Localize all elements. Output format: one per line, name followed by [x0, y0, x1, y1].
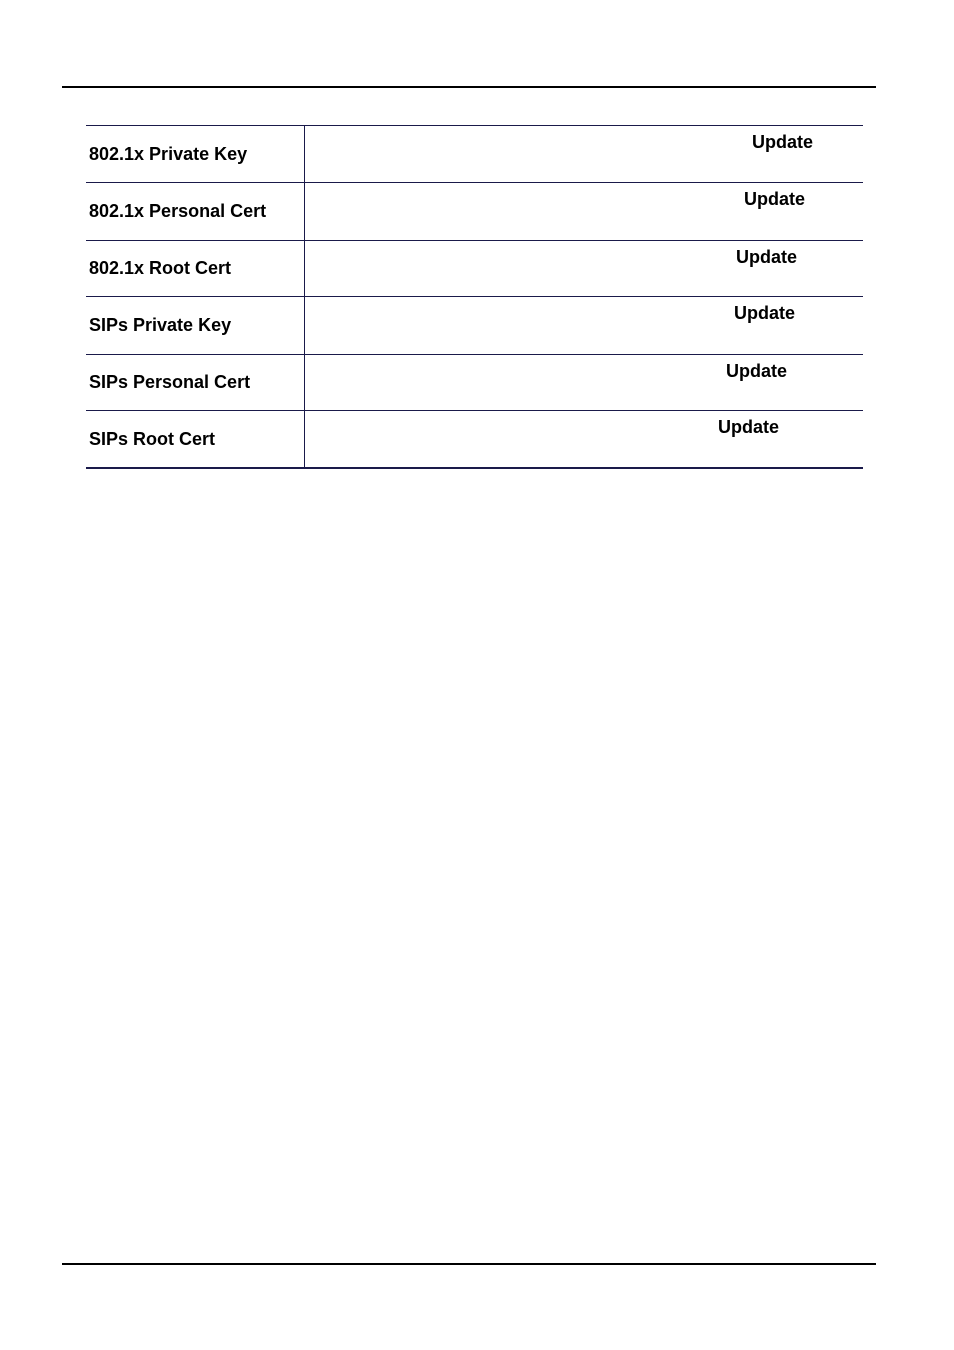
table-row [86, 126, 863, 183]
row-label-sips-root-cert: SIPs Root Cert [86, 411, 305, 467]
row-action-cell [305, 297, 863, 354]
table-row [86, 183, 863, 241]
row-action-cell [305, 183, 863, 240]
row-action-cell [305, 355, 863, 410]
update-sips-personal-cert-button[interactable]: Update [726, 361, 788, 381]
update-8021x-private-key-button[interactable]: Update [752, 132, 814, 152]
row-label-sips-personal-cert: SIPs Personal Cert [86, 355, 305, 410]
update-sips-private-key-button[interactable]: Update [734, 303, 796, 323]
row-label-8021x-root-cert: 802.1x Root Cert [86, 241, 305, 296]
header-rule [62, 86, 876, 88]
table-row [86, 411, 863, 469]
row-label-8021x-personal-cert: 802.1x Personal Cert [86, 183, 305, 240]
table-row [86, 241, 863, 297]
row-label-8021x-private-key: 802.1x Private Key [86, 126, 305, 182]
footer-rule [62, 1263, 876, 1265]
update-8021x-root-cert-button[interactable]: Update [736, 247, 798, 267]
table-row [86, 297, 863, 355]
certificate-table [86, 125, 863, 469]
row-label-sips-private-key: SIPs Private Key [86, 297, 305, 354]
row-action-cell [305, 241, 863, 296]
update-sips-root-cert-button[interactable]: Update [718, 417, 780, 437]
table-row [86, 355, 863, 411]
update-8021x-personal-cert-button[interactable]: Update [744, 189, 806, 209]
row-action-cell [305, 411, 863, 467]
row-action-cell [305, 126, 863, 182]
